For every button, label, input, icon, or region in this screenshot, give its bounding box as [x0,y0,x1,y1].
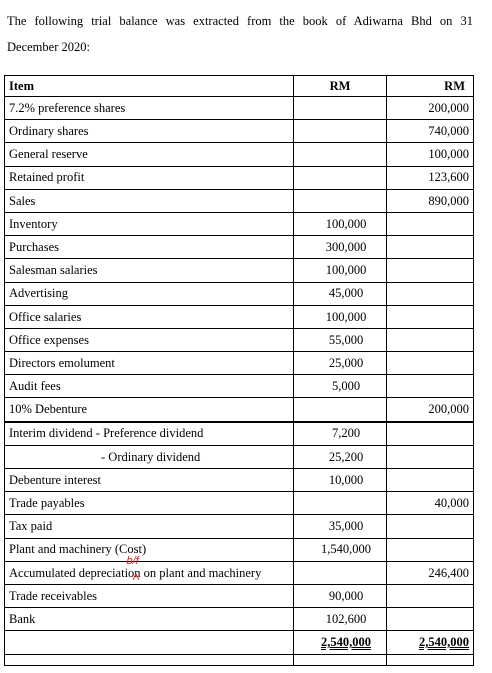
table-row [5,120,474,143]
row-debit: 102,600 [325,611,367,626]
bf-annotation-text: b/f [126,554,139,567]
intro-line-1: The following trial balance was extracted from the book of Adiwarna Bhd on 31 [7,14,473,28]
row-item: Office salaries [5,305,294,328]
row-debit: 5,000 [331,379,361,394]
row-credit [387,259,474,282]
row-item: General reserve [5,143,294,166]
intro-line-2: December 2020: [7,40,90,54]
trial-balance-table [4,75,474,666]
row-credit: 200,000 [387,398,474,422]
table-row [5,422,474,446]
table-row [5,561,474,584]
row-item: Interim dividend - Preference dividend [5,422,294,446]
totals-row [5,631,474,654]
row-item-accumulated-depreciation [5,554,294,584]
header-credit: RM [387,76,474,97]
row-item: Retained profit [5,166,294,189]
row-credit: 123,600 [387,166,474,189]
table-row [5,538,474,561]
row-credit [387,469,474,492]
row-debit: 300,000 [325,239,367,254]
row-debit: 90,000 [328,588,364,603]
row-item: Office expenses [5,328,294,351]
row-credit [387,515,474,538]
row-credit: 740,000 [387,120,474,143]
row-debit: 10,000 [328,472,364,487]
row-debit: 100,000 [325,309,367,324]
row-credit [387,212,474,235]
table-row [5,166,474,189]
table-row [5,143,474,166]
table-row [5,236,474,259]
row-item: Audit fees [5,375,294,398]
row-credit [387,538,474,561]
row-debit: 55,000 [328,332,364,347]
row-credit [387,422,474,446]
row-credit: 100,000 [387,143,474,166]
intro-text [7,8,473,60]
row-item: Ordinary shares [5,120,294,143]
row-debit: 100,000 [325,263,367,278]
row-credit: 40,000 [387,492,474,515]
row-item: Bank [5,608,294,631]
header-debit: RM [294,76,387,97]
row-item: Trade payables [5,492,294,515]
row-credit [387,282,474,305]
total-credit: 2,540,000 [419,635,469,650]
row-debit: 45,000 [328,286,364,301]
row-debit: 35,000 [328,519,364,534]
row-item-part-2: on plant and machinery [143,565,262,580]
table-row [5,97,474,120]
table-row [5,608,474,631]
row-credit [387,328,474,351]
row-item: Purchases [5,236,294,259]
table-row [5,584,474,607]
table-row [5,259,474,282]
row-item: Salesman salaries [5,259,294,282]
row-item: Trade receivables [5,584,294,607]
header-item: Item [5,76,294,97]
row-item-part-1: Accumulated depreciation [9,565,141,580]
row-item: Sales [5,189,294,212]
row-item: - Ordinary dividend [101,449,201,464]
table-row [5,352,474,375]
row-debit: 25,000 [328,355,364,370]
totals-label [5,631,294,654]
row-credit: 246,400 [387,561,474,584]
row-item: Debenture interest [5,469,294,492]
blank-row [5,654,474,665]
row-debit: 100,000 [325,216,367,231]
table-row [5,398,474,422]
row-debit: 7,200 [331,426,361,441]
row-debit: 25,200 [328,449,364,464]
row-credit [387,445,474,468]
row-credit [387,584,474,607]
table-row [5,328,474,351]
row-item: Advertising [5,282,294,305]
caret-mark-icon [133,574,139,580]
table-row [5,445,474,468]
table-row [5,305,474,328]
table-row [5,375,474,398]
row-credit: 200,000 [387,97,474,120]
row-item: Plant and machinery (Cost) [5,538,294,561]
table-row [5,212,474,235]
row-item: Tax paid [5,515,294,538]
row-credit [387,375,474,398]
row-credit [387,305,474,328]
row-item: Directors emolument [5,352,294,375]
row-item: 7.2% preference shares [5,97,294,120]
row-credit: 890,000 [387,189,474,212]
table-row [5,515,474,538]
total-debit: 2,540,000 [321,635,371,650]
row-credit [387,352,474,375]
table-header-row [5,76,474,97]
table-row [5,282,474,305]
row-debit: 1,540,000 [321,542,371,557]
table-row [5,469,474,492]
row-item: 10% Debenture [5,398,294,422]
row-credit [387,236,474,259]
row-item: Inventory [5,212,294,235]
row-credit [387,608,474,631]
table-row [5,189,474,212]
table-row [5,492,474,515]
